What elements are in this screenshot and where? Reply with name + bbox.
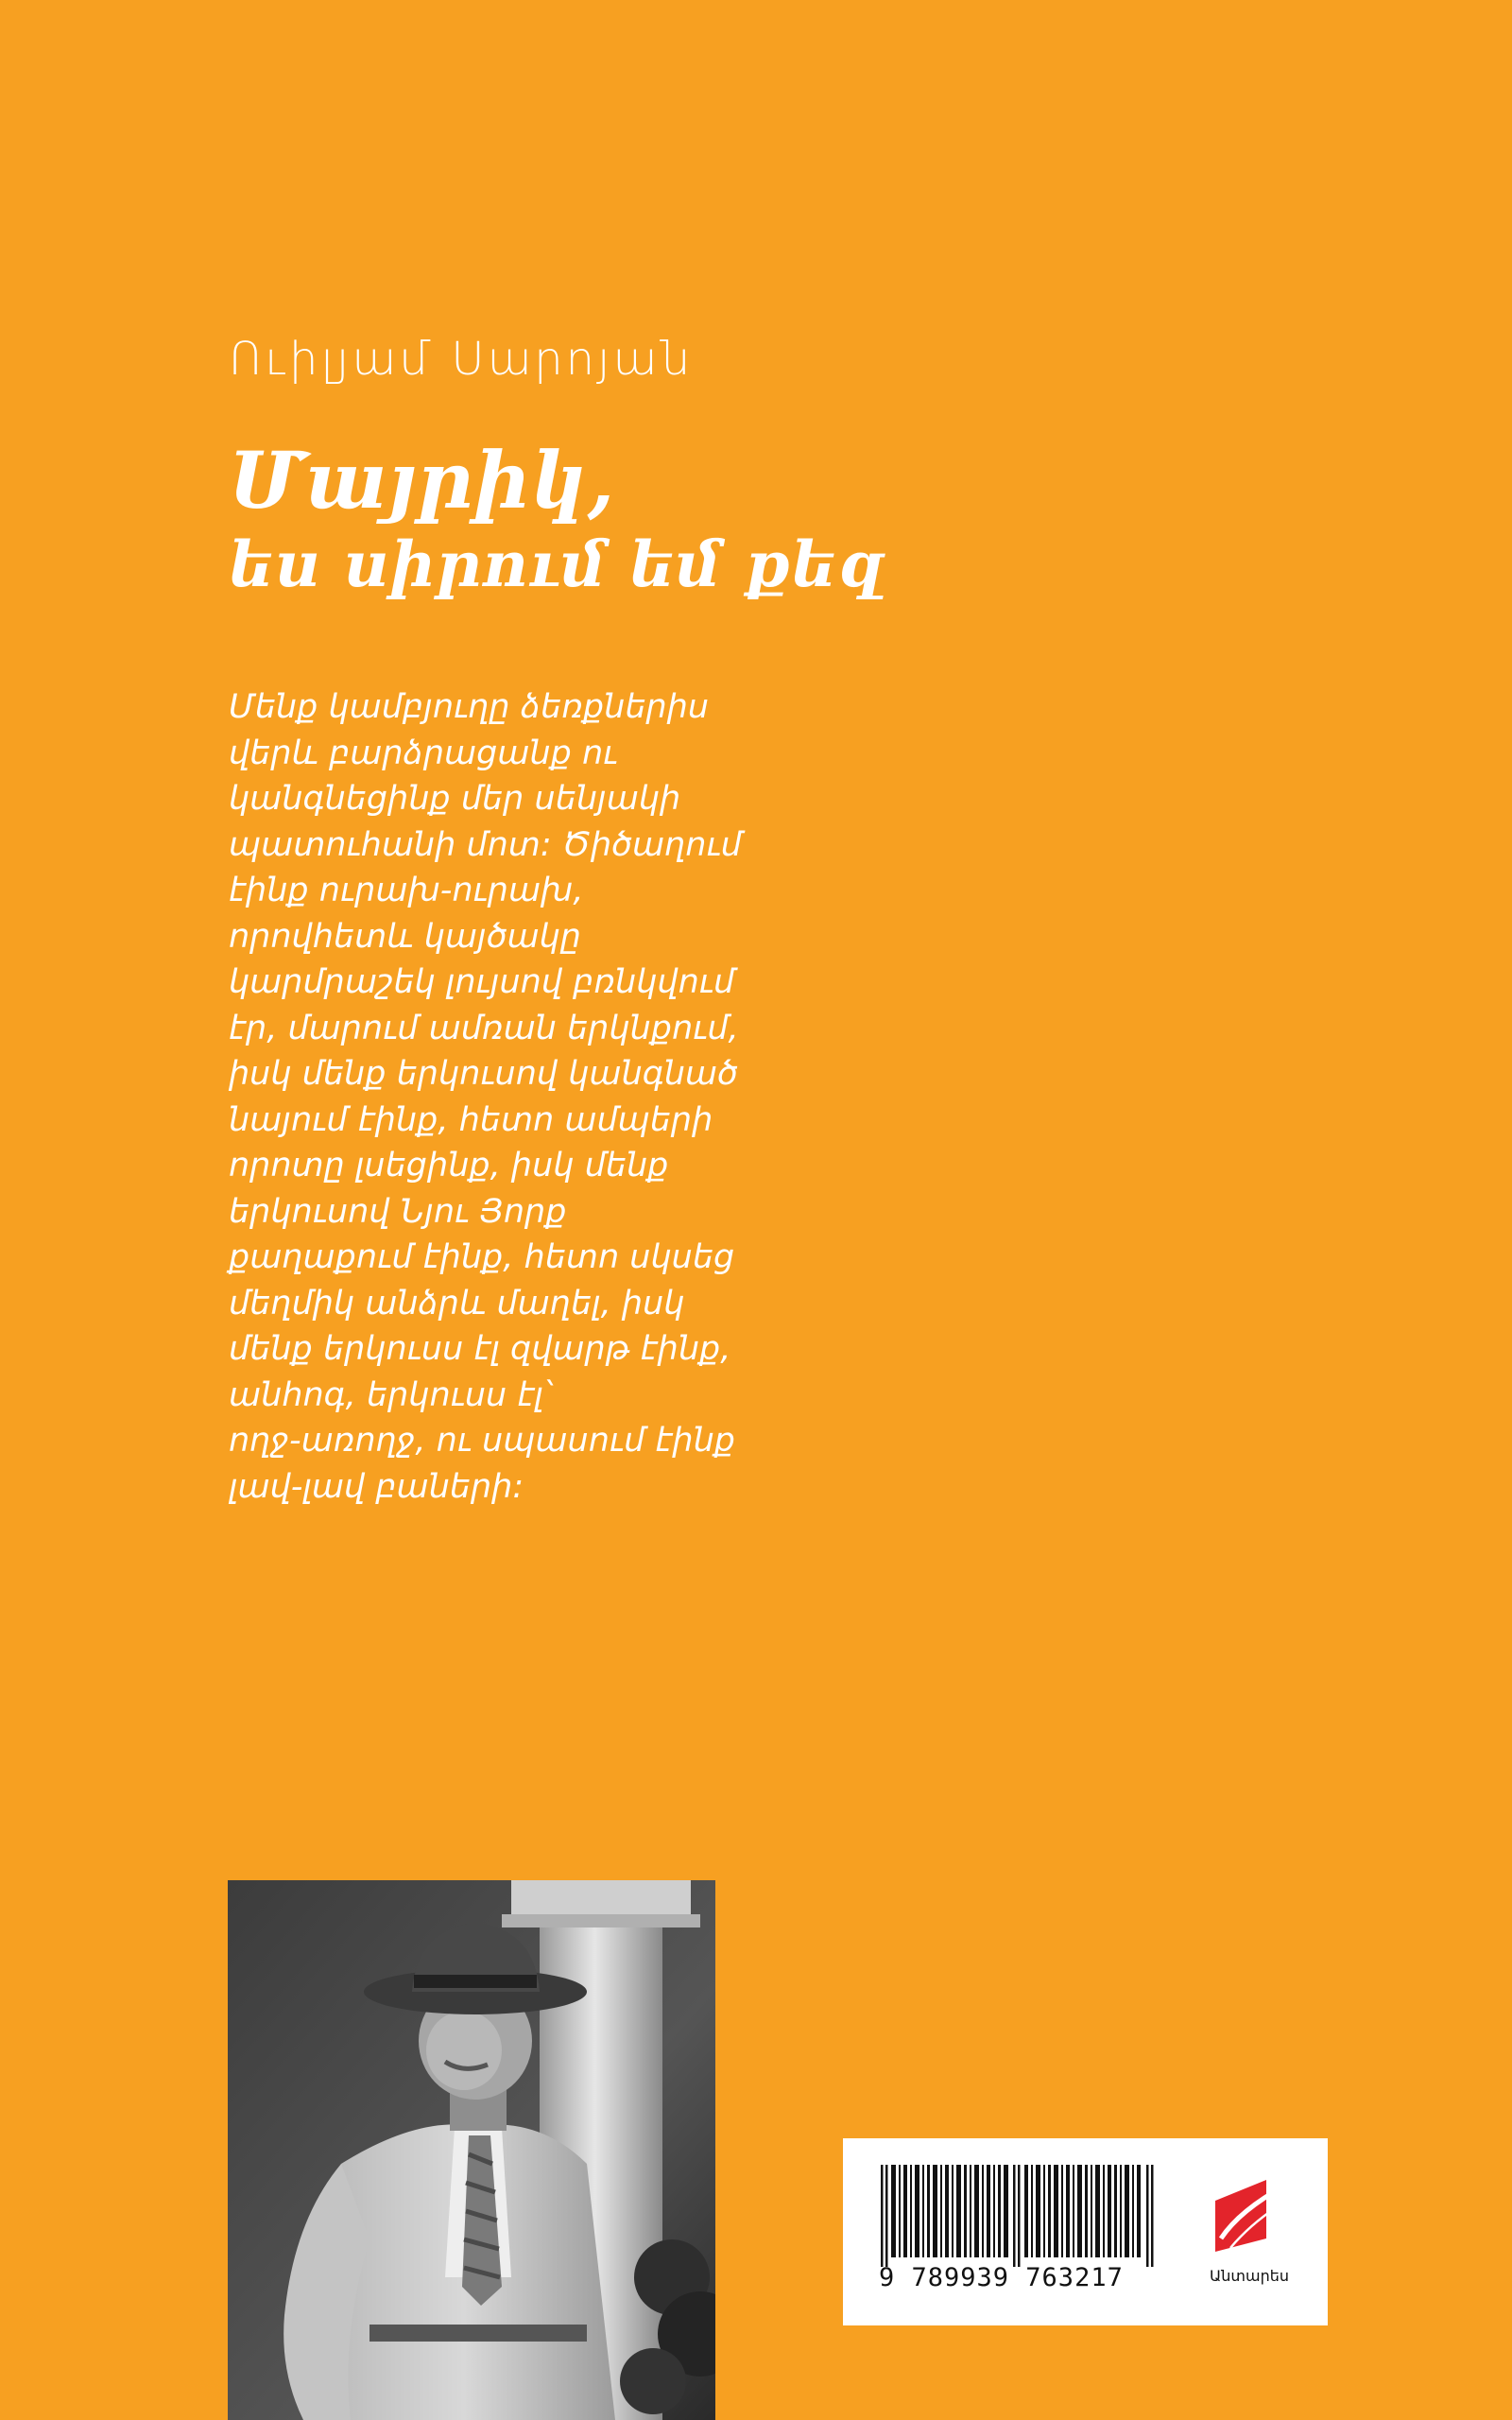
- blurb-line: նայում էինք, հետո ամպերի: [229, 1100, 713, 1139]
- book-title: [229, 437, 885, 601]
- blurb-line: որոտը լսեցինք, իսկ մենք: [229, 1147, 669, 1184]
- blurb-line: կանգնեցինք մեր սենյակի: [229, 780, 681, 818]
- book-title-line-2: ես սիրում եմ քեզ: [229, 527, 885, 602]
- blurb-line: քաղաքում էինք, հետո սկսեց: [229, 1238, 735, 1276]
- blurb-line: լավ-լավ բաների:: [229, 1467, 524, 1506]
- blurb-line: պատուհանի մոտ: Ծիծաղում: [229, 825, 742, 864]
- blurb-line: մեղմիկ անձրև մաղել, իսկ: [229, 1284, 685, 1322]
- blurb-line: էինք ուրախ-ուրախ,: [229, 872, 584, 909]
- blurb-line: մենք երկուսս էլ զվարթ էինք,: [229, 1330, 731, 1368]
- author-photo: [228, 1880, 715, 2420]
- blurb-line: էր, մարում ամռան երկնքում,: [229, 1009, 739, 1047]
- book-title-line-1: Մայրիկ,: [229, 436, 616, 527]
- barcode-panel: [843, 2138, 1328, 2325]
- blurb-line: երկուսով Նյու Յորք: [229, 1192, 567, 1231]
- author-photo-image: [228, 1880, 715, 2420]
- blurb-text: [229, 684, 833, 1510]
- author-name: Ուիլյամ Սարոյան: [229, 333, 694, 386]
- blurb-line: ողջ-առողջ, ու սպասում էինք: [229, 1422, 736, 1460]
- publisher-name: Անտարես: [1210, 2267, 1289, 2285]
- barcode-image: [881, 2165, 1155, 2267]
- blurb-line: որովհետև կայծակը: [229, 917, 581, 956]
- blurb-line: կարմրաշեկ լույսով բռնկվում: [229, 963, 735, 1001]
- blurb-line: իսկ մենք երկուսով կանգնած: [229, 1055, 738, 1093]
- blurb-line: անհոգ, երկուսս էլ՝: [229, 1375, 552, 1414]
- isbn-number: 9 789939 763217: [879, 2263, 1124, 2292]
- blurb-line: վերև բարձրացանք ու: [229, 734, 618, 772]
- blurb-line: Մենք կամբյուղը ձեռքներիս: [229, 688, 710, 726]
- antares-logo-icon: [1211, 2172, 1287, 2254]
